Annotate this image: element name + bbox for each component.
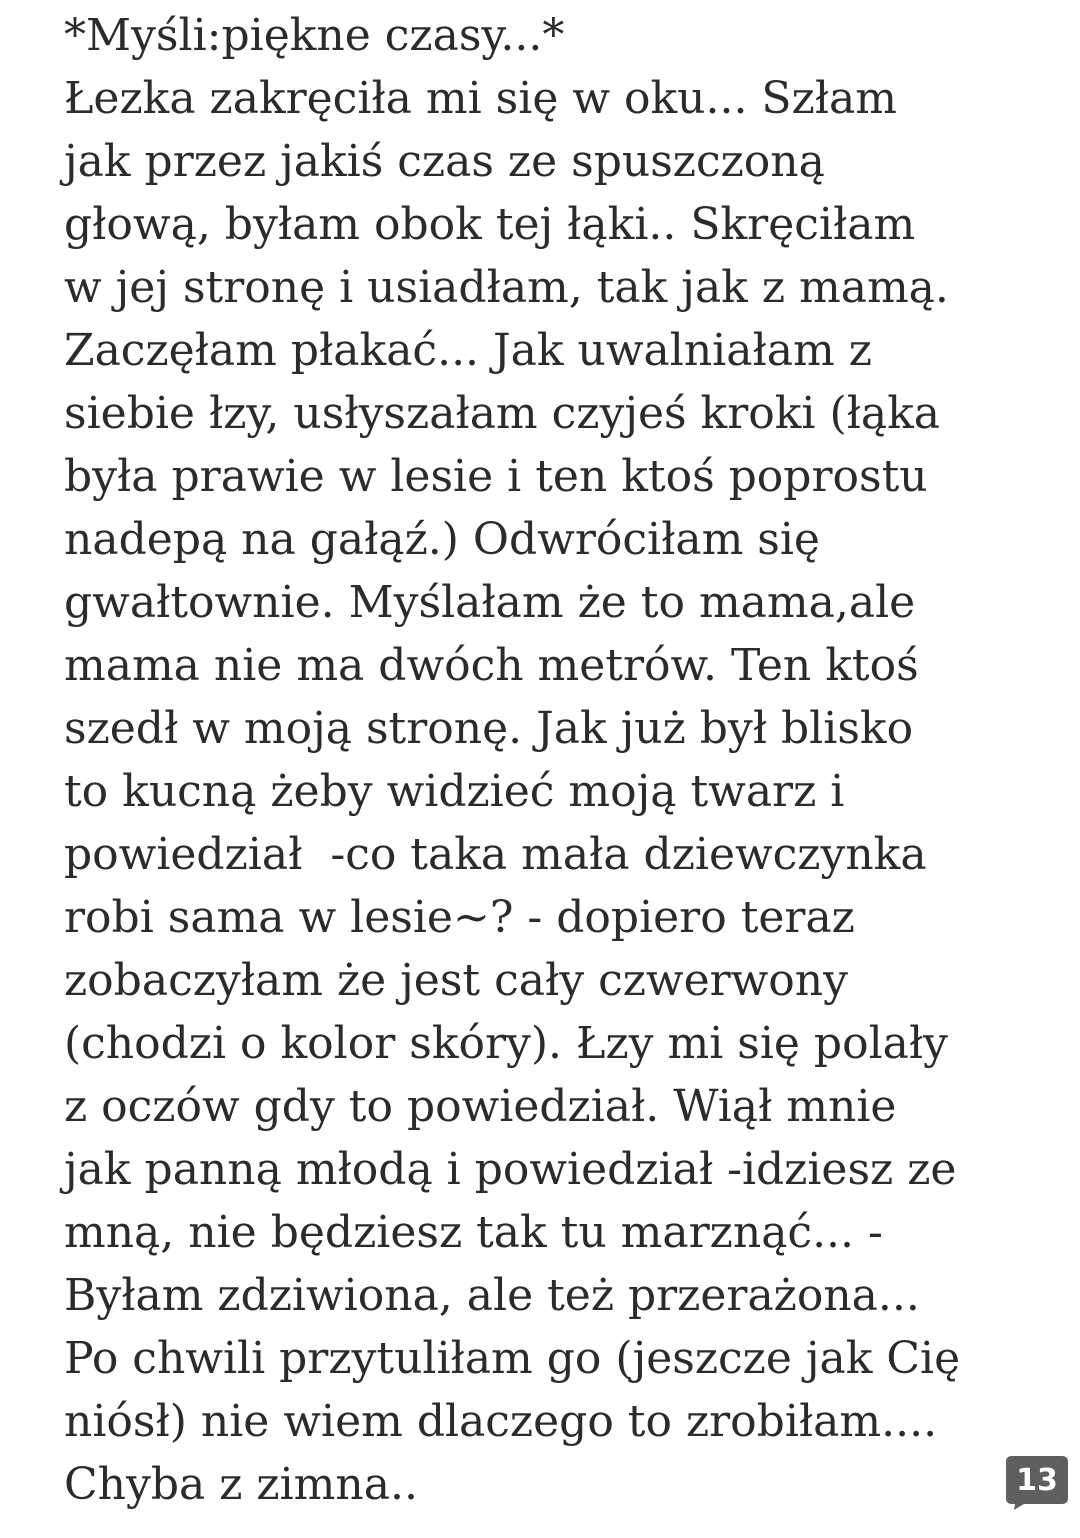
story-line: to kucną żeby widzieć moją twarz i — [64, 766, 845, 817]
story-line: Po chwili przytuliłam go (jeszcze jak Cię — [64, 1333, 961, 1384]
story-line: Łezka zakręciła mi się w oku... Szłam — [64, 73, 897, 124]
story-line: gwałtownie. Myślałam że to mama,ale — [64, 577, 916, 628]
story-line: nadepą na gałąź.) Odwróciłam się — [64, 514, 820, 565]
story-line: z oczów gdy to powiedział. Wiął mnie — [64, 1081, 897, 1132]
story-line: mama nie ma dwóch metrów. Ten ktoś — [64, 640, 919, 691]
story-line: siebie łzy, usłyszałam czyjeś kroki (łąka — [64, 388, 941, 439]
story-line: niósł) nie wiem dlaczego to zrobiłam.... — [64, 1396, 938, 1447]
comment-count: 13 — [1016, 1463, 1058, 1498]
story-line: mną, nie będziesz tak tu marznąć... - — [64, 1207, 883, 1258]
story-line: szedł w moją stronę. Jak już był blisko — [64, 703, 914, 754]
story-line: jak panną młodą i powiedział -idziesz ze — [64, 1144, 957, 1195]
story-line: była prawie w lesie i ten ktoś poprostu — [64, 451, 928, 502]
story-line: głową, byłam obok tej łąki.. Skręciłam — [64, 199, 916, 250]
story-line: w jej stronę i usiadłam, tak jak z mamą. — [64, 262, 949, 313]
story-line: (chodzi o kolor skóry). Łzy mi się polały — [64, 1018, 949, 1069]
story-line: Chyba z zimna.. — [64, 1459, 418, 1510]
story-line: *Myśli:piękne czasy...* — [64, 10, 565, 61]
story-line: Zaczęłam płakać... Jak uwalniałam z — [64, 325, 872, 376]
story-line: robi sama w lesie~? - dopiero teraz — [64, 892, 855, 943]
comment-count-button[interactable] — [1006, 1456, 1068, 1510]
story-line: jak przez jakiś czas ze spuszczoną — [64, 136, 825, 187]
story-line: powiedział -co taka mała dziewczynka — [64, 829, 927, 880]
story-line: zobaczyłam że jest cały czwerwony — [64, 955, 848, 1006]
story-line: Byłam zdziwiona, ale też przerażona... — [64, 1270, 920, 1321]
